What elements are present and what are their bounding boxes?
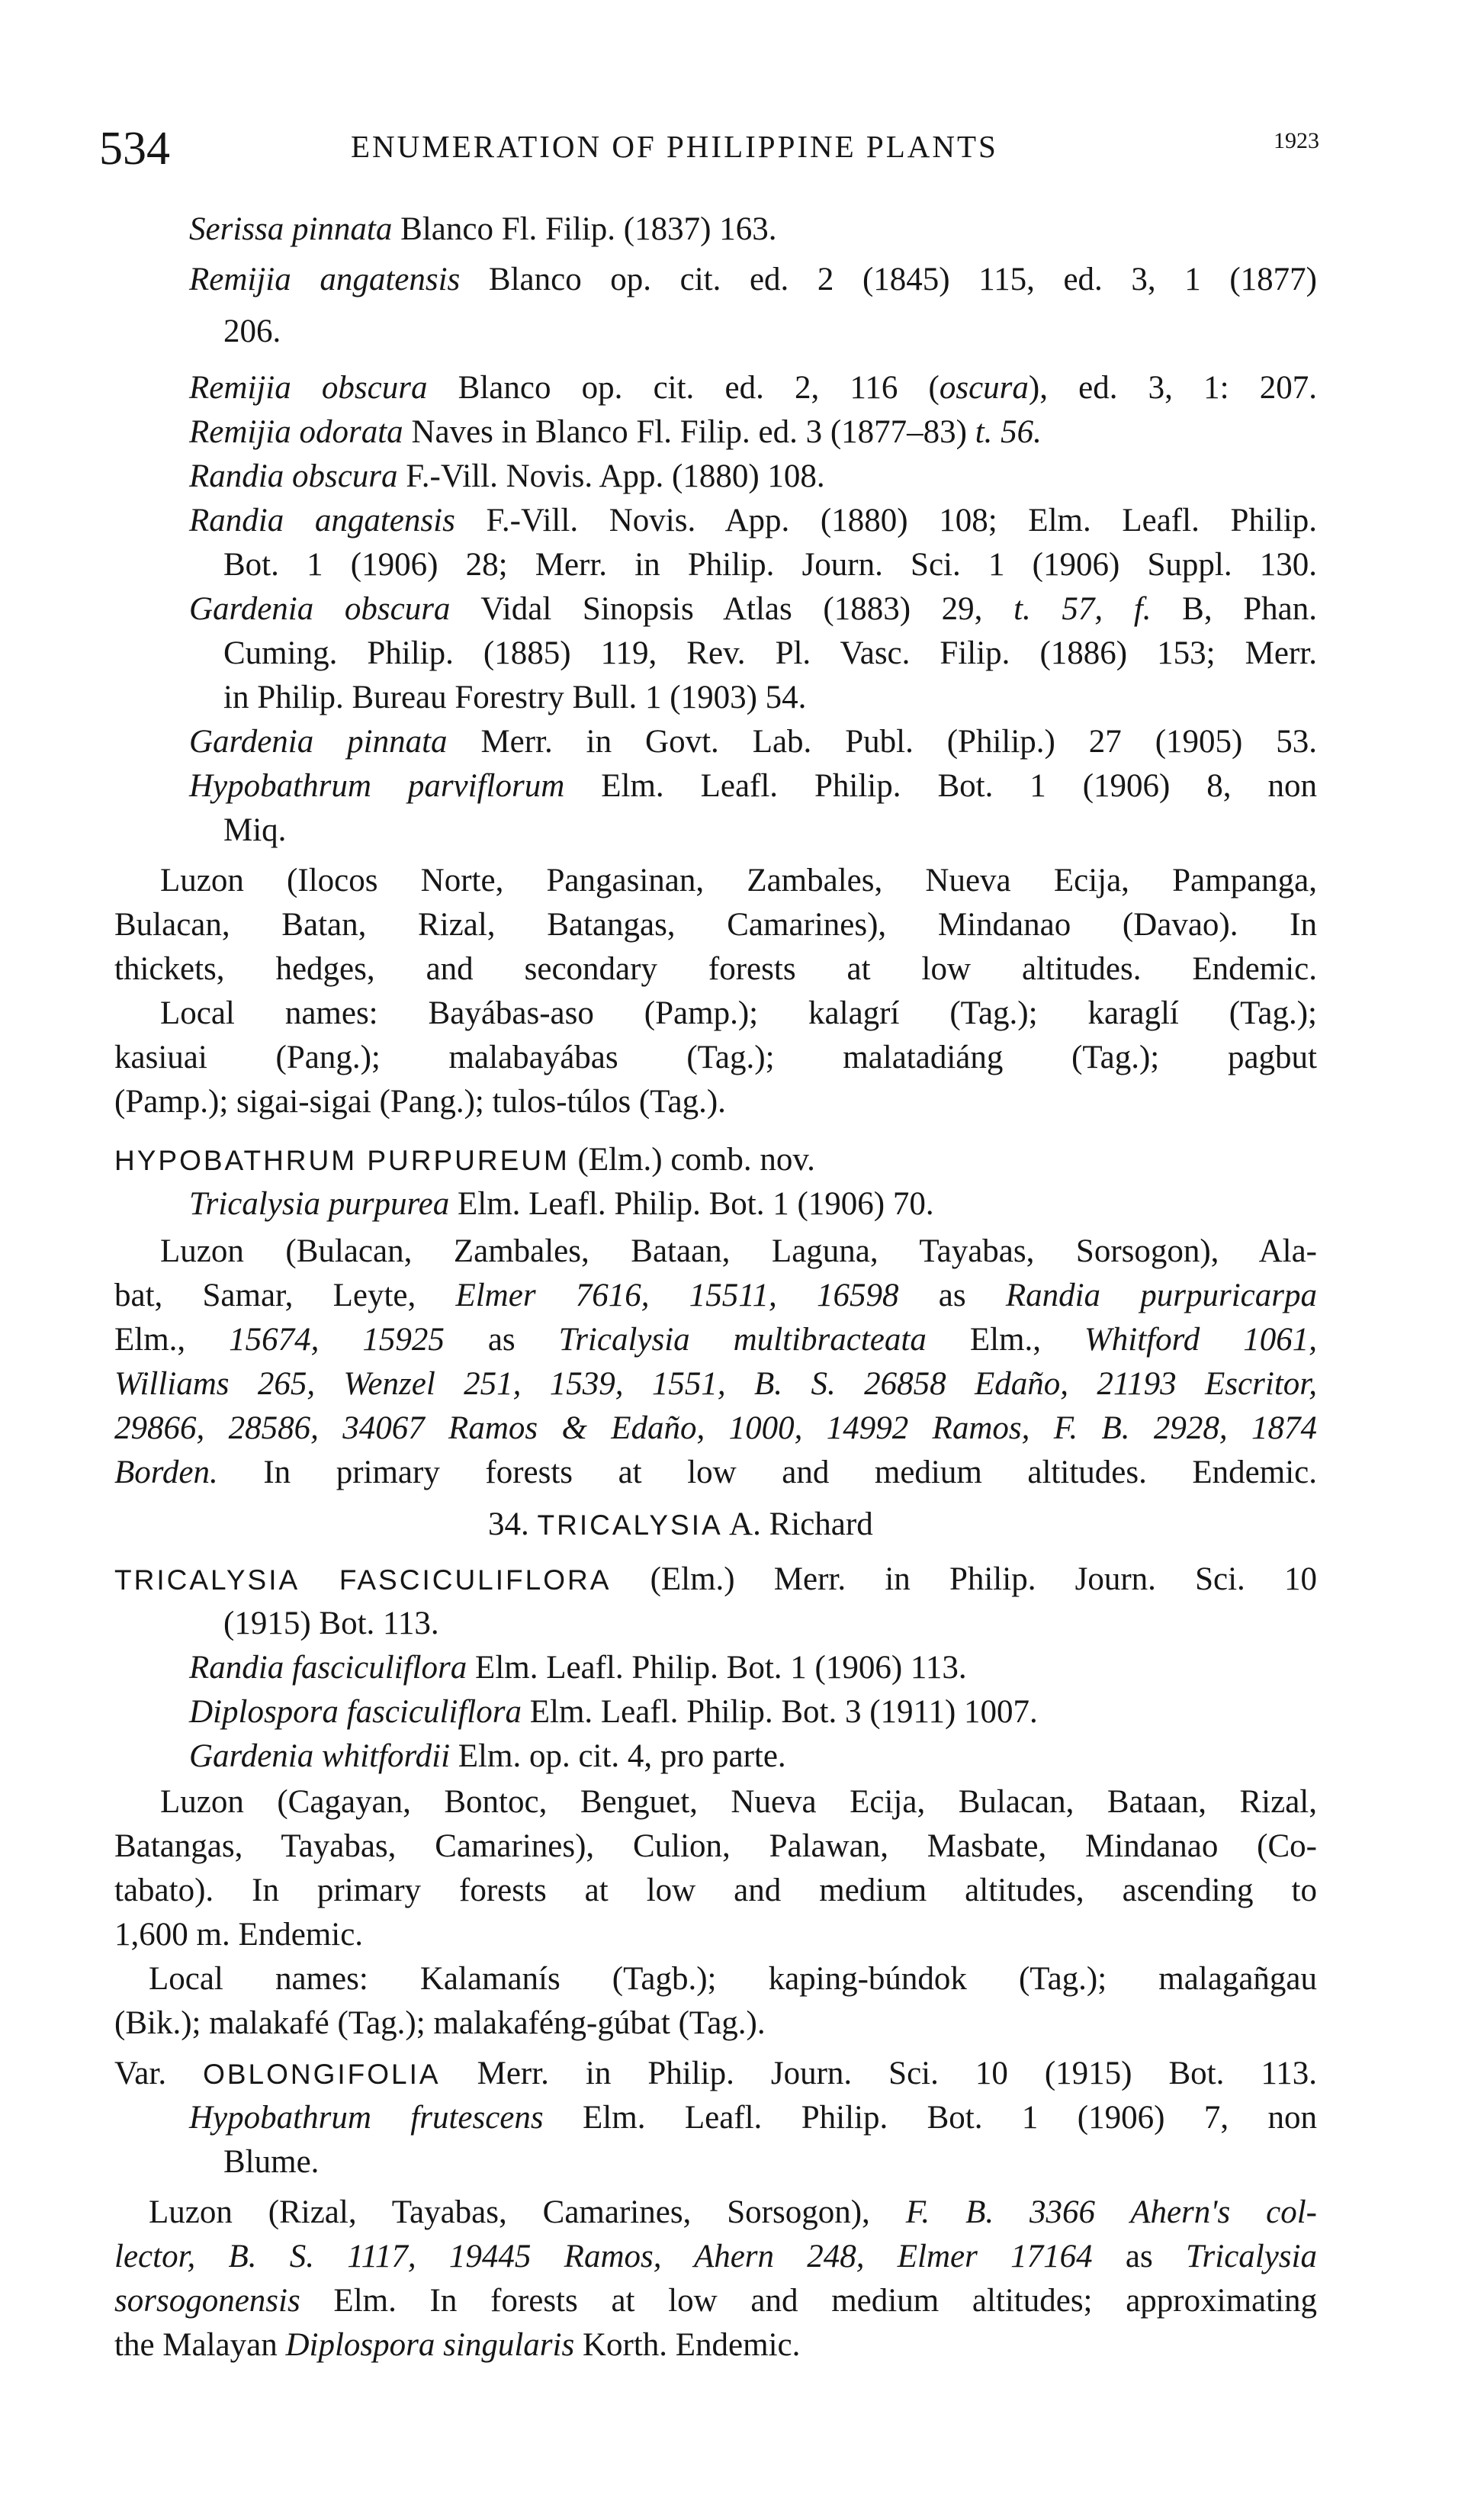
text-run: (Elm.) comb. nov. — [569, 1142, 815, 1178]
text-run: as — [898, 1278, 1006, 1313]
text-run: A. Richard — [722, 1506, 873, 1542]
text-run: Blanco op. cit. ed. 2, 116 ( — [427, 370, 940, 406]
text-run: thickets, hedges, and secondary forests at low altitudes. Endemic. — [114, 951, 1317, 987]
italic-text: 15674, 15925 — [229, 1322, 445, 1358]
text-run: as — [1092, 2239, 1186, 2274]
text-run: Batangas, Tayabas, Camarines), Culion, Palawan, Masbate, Mindanao (Co- — [114, 1828, 1317, 1864]
text-line — [114, 2325, 800, 2366]
text-run: Elm. In forests at low and medium altitudes; approximating — [300, 2283, 1317, 2319]
text-line — [114, 1452, 1317, 1493]
text-run: Elm., — [926, 1322, 1084, 1358]
text-run: In primary forests at low and medium altitudes. Endemic. — [217, 1455, 1317, 1490]
text-line — [114, 1275, 1317, 1316]
text-line — [189, 1736, 786, 1777]
text-run: the Malayan — [114, 2327, 286, 2363]
text-run: Cuming. Philip. (1885) 119, Rev. Pl. Vasc. Filip. (1886) 153; Merr. — [223, 635, 1317, 671]
text-run: Local names: Bayábas-aso (Pamp.); kalagrí (Tag.); karaglí (Tag.); — [160, 995, 1317, 1031]
italic-text: 29866, 28586, 34067 Ramos & Edaño, 1000, 14992 Ramos, F. B. 2928, 1874 — [114, 1410, 1317, 1446]
text-line — [189, 1184, 934, 1225]
taxon-heading: HYPOBATHRUM PURPUREUM — [114, 1145, 570, 1176]
italic-text: Tricalysia multibracteata — [558, 1322, 927, 1358]
text-line — [114, 1037, 1317, 1078]
italic-text: sorsogonensis — [114, 2283, 300, 2319]
text-line — [114, 1082, 726, 1123]
text-run: Blanco op. cit. ed. 2 (1845) 115, ed. 3, 1 (1877) — [460, 262, 1317, 297]
text-line — [114, 1408, 1317, 1449]
italic-text: Diplospora singularis — [285, 2327, 575, 2363]
text-line — [189, 722, 1317, 763]
page-header — [99, 114, 1319, 183]
taxon-heading: TRICALYSIA FASCICULIFLORA — [114, 1564, 612, 1596]
text-line — [160, 1231, 1317, 1272]
italic-text: Elmer 7616, 15511, 16598 — [455, 1278, 899, 1313]
text-line — [160, 993, 1317, 1034]
text-line — [114, 1364, 1317, 1405]
text-line — [114, 2053, 1317, 2095]
text-run: (Elm.) Merr. in Philip. Journ. Sci. 10 — [611, 1561, 1317, 1597]
text-run: tabato). In primary forests at low and medium altitudes, ascending to — [114, 1872, 1317, 1908]
text-line — [189, 766, 1317, 807]
text-run: Elm. Leafl. Philip. Bot. 3 (1911) 1007. — [521, 1694, 1038, 1730]
italic-text: Borden. — [114, 1455, 218, 1490]
italic-text: Remijia angatensis — [189, 262, 461, 297]
italic-text: Tricalysia — [1185, 2239, 1317, 2274]
italic-text: Remijia obscura — [189, 370, 428, 406]
italic-text: t. 57, f. — [1013, 591, 1152, 627]
italic-text: Whitford 1061, — [1084, 1322, 1317, 1358]
text-line — [114, 1140, 815, 1181]
text-run: Korth. Endemic. — [574, 2327, 801, 2363]
text-line — [189, 209, 776, 250]
italic-text: Randia fasciculiflora — [189, 1650, 467, 1686]
taxon-heading: TRICALYSIA — [537, 1509, 723, 1541]
text-line — [160, 860, 1317, 902]
italic-text: F. B. 3366 Ahern's col- — [905, 2194, 1317, 2230]
text-line — [149, 2192, 1317, 2233]
text-run: Var. — [114, 2056, 204, 2091]
text-run: Elm., — [114, 1322, 230, 1358]
text-line — [223, 545, 1317, 586]
text-line — [223, 810, 286, 851]
text-line — [189, 1692, 1038, 1733]
text-run: Elm. Leafl. Philip. Bot. 1 (1906) 8, non — [564, 768, 1317, 804]
text-line — [114, 1826, 1317, 1867]
text-line — [223, 2142, 319, 2183]
italic-text: Williams 265, Wenzel 251, 1539, 1551, B. S. 26858 Edaño, 21193 Escritor, — [114, 1366, 1317, 1402]
text-run: ), ed. 3, 1: 207. — [1028, 370, 1317, 406]
italic-text: Hypobathrum frutescens — [189, 2100, 544, 2136]
italic-text: t. 56. — [975, 414, 1042, 450]
page-number: 534 — [99, 123, 170, 175]
text-line — [223, 1603, 439, 1644]
text-run: Elm. Leafl. Philip. Bot. 1 (1906) 7, non — [543, 2100, 1317, 2136]
text-run: Elm. op. cit. 4, pro parte. — [450, 1738, 786, 1774]
text-line — [114, 2003, 766, 2044]
text-run: B, Phan. — [1151, 591, 1318, 627]
text-line — [189, 368, 1317, 409]
text-run: 1,600 m. Endemic. — [114, 1917, 364, 1953]
text-line — [189, 500, 1317, 542]
italic-text: Randia purpuricarpa — [1005, 1278, 1317, 1313]
italic-text: Remijia odorata — [189, 414, 403, 450]
header-year: 1923 — [1274, 128, 1319, 153]
text-line — [114, 1914, 363, 1956]
text-run: Elm. Leafl. Philip. Bot. 1 (1906) 70. — [449, 1186, 934, 1222]
text-line — [114, 905, 1317, 946]
text-run: 34. — [488, 1506, 538, 1542]
text-line — [223, 311, 281, 352]
text-line — [189, 259, 1317, 301]
text-run: as — [444, 1322, 559, 1358]
text-run: F.-Vill. Novis. App. (1880) 108. — [397, 458, 825, 494]
text-run: Luzon (Rizal, Tayabas, Camarines, Sorsogon), — [149, 2194, 906, 2230]
text-line — [114, 2281, 1317, 2322]
italic-text: Gardenia pinnata — [189, 724, 448, 760]
italic-text: Randia obscura — [189, 458, 398, 494]
text-line — [223, 677, 806, 718]
italic-text: oscura — [939, 370, 1029, 406]
text-line — [223, 633, 1317, 674]
italic-text: Gardenia obscura — [189, 591, 451, 627]
text-run: Luzon (Ilocos Norte, Pangasinan, Zambales, Nueva Ecija, Pampanga, — [160, 863, 1317, 898]
text-run: Naves in Blanco Fl. Filip. ed. 3 (1877–83) — [403, 414, 975, 450]
text-run: Bulacan, Batan, Rizal, Batangas, Camarines), Mindanao (Davao). In — [114, 907, 1317, 943]
italic-text: lector, B. S. 1117, 19445 Ramos, Ahern 248, Elmer 17164 — [114, 2239, 1093, 2274]
text-run: Bot. 1 (1906) 28; Merr. in Philip. Journ. Sci. 1 (1906) Suppl. 130. — [223, 547, 1317, 583]
text-run: Luzon (Bulacan, Zambales, Bataan, Laguna, Tayabas, Sorsogon), Ala- — [160, 1233, 1317, 1269]
italic-text: Gardenia whitfordii — [189, 1738, 451, 1774]
text-run: Merr. in Philip. Journ. Sci. 10 (1915) Bot. 113. — [440, 2056, 1317, 2091]
text-run: Blanco Fl. Filip. (1837) 163. — [392, 211, 777, 247]
text-line — [160, 1782, 1317, 1823]
text-line — [114, 2236, 1317, 2278]
italic-text: Tricalysia purpurea — [189, 1186, 450, 1222]
text-line — [189, 589, 1317, 630]
italic-text: Randia angatensis — [189, 503, 455, 538]
text-line — [149, 1959, 1317, 2000]
text-line — [189, 456, 825, 497]
text-run: Local names: Kalamanís (Tagb.); kaping-búndok (Tag.); malagañgau — [149, 1961, 1317, 1997]
text-line — [189, 1647, 967, 1689]
text-line — [189, 2098, 1317, 2139]
text-run: Luzon (Cagayan, Bontoc, Benguet, Nueva Ecija, Bulacan, Bataan, Rizal, — [160, 1784, 1317, 1820]
text-line — [114, 949, 1317, 990]
italic-text: Serissa pinnata — [189, 211, 393, 247]
text-run: bat, Samar, Leyte, — [114, 1278, 456, 1313]
text-line — [114, 1320, 1317, 1361]
text-line — [114, 1870, 1317, 1911]
text-run: kasiuai (Pang.); malabayábas (Tag.); malatadiáng (Tag.); pagbut — [114, 1040, 1317, 1075]
text-line — [488, 1504, 873, 1546]
text-run: (Pamp.); sigai-sigai (Pang.); tulos-túlos (Tag.). — [114, 1084, 726, 1120]
text-run: in Philip. Bureau Forestry Bull. 1 (1903) 54. — [223, 680, 807, 715]
italic-text: Hypobathrum parviflorum — [189, 768, 565, 804]
text-run: Blume. — [223, 2144, 320, 2180]
text-run: (Bik.); malakafé (Tag.); malakaféng-gúbat (Tag.). — [114, 2005, 766, 2041]
taxon-heading: OBLONGIFOLIA — [203, 2059, 441, 2090]
text-run: F.-Vill. Novis. App. (1880) 108; Elm. Leafl. Philip. — [455, 503, 1317, 538]
italic-text: Diplospora fasciculiflora — [189, 1694, 522, 1730]
text-line — [189, 412, 1042, 453]
running-title: ENUMERATION OF PHILIPPINE PLANTS — [351, 129, 998, 164]
text-run: 206. — [223, 313, 281, 349]
text-run: (1915) Bot. 113. — [223, 1606, 439, 1641]
text-run: Miq. — [223, 812, 287, 848]
text-line — [114, 1559, 1317, 1601]
text-run: Vidal Sinopsis Atlas (1883) 29, — [450, 591, 1014, 627]
text-run: Merr. in Govt. Lab. Publ. (Philip.) 27 (1905) 53. — [447, 724, 1317, 760]
text-run: Elm. Leafl. Philip. Bot. 1 (1906) 113. — [467, 1650, 967, 1686]
